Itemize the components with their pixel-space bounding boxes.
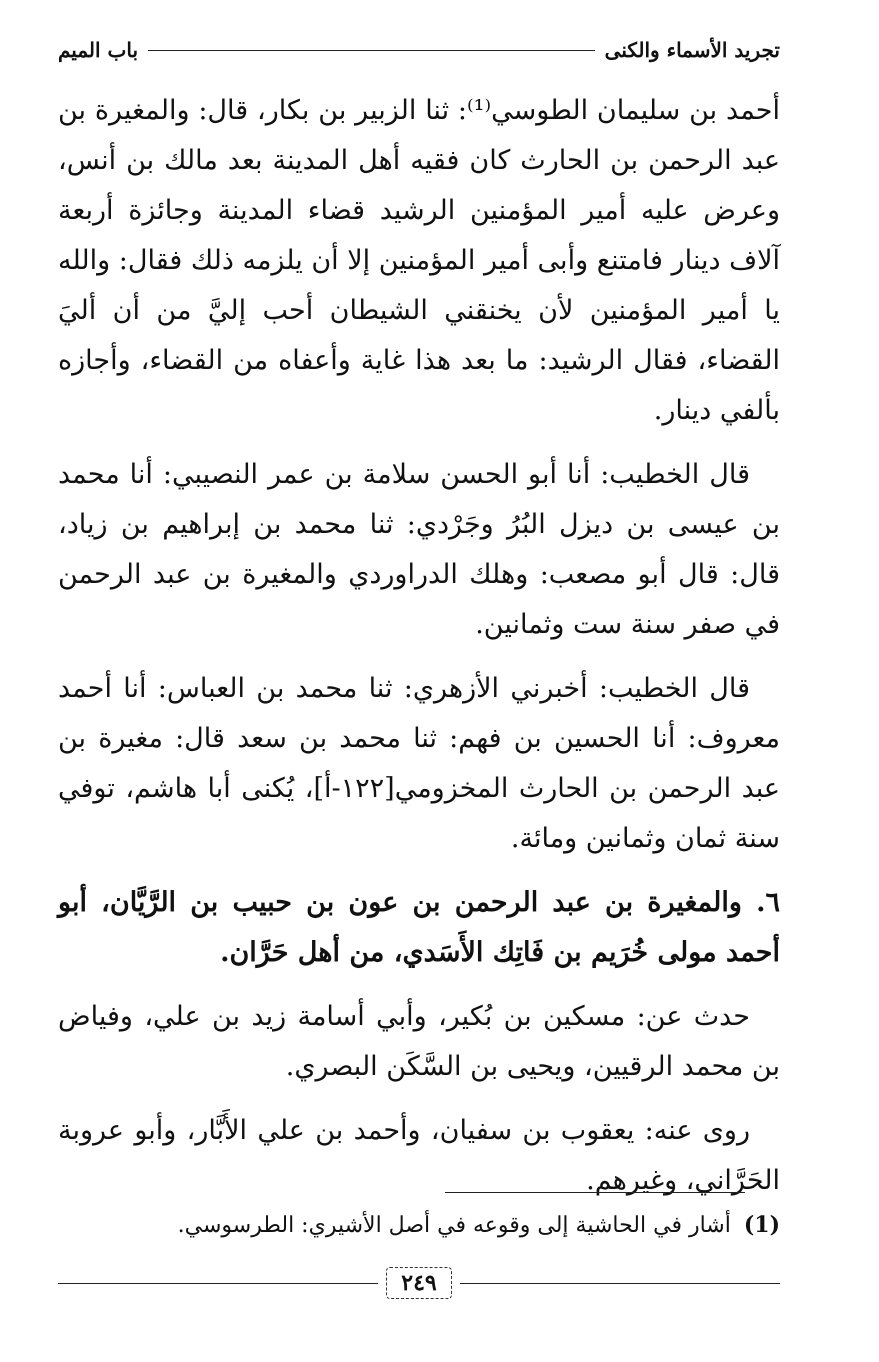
section-title: باب الميم [58, 38, 139, 62]
page-number: ٢٤٩ [386, 1267, 451, 1299]
footnote-number: (1) [743, 1212, 780, 1238]
main-text [58, 86, 780, 1220]
footer-rule-right [460, 1283, 780, 1284]
footnote-separator [445, 1192, 745, 1193]
paragraph-narrated-by: روى عنه: يعقوب بن سفيان، وأحمد بن علي الأَبَّار، وأبو عروبة الحَرَّاني، وغيرهم. [58, 1115, 780, 1196]
footnote-text: أشار في الحاشية إلى وقوعه في أصل الأشيري: الطرسوسي. [177, 1213, 731, 1238]
paragraph-narrated-from: حدث عن: مسكين بن بُكير، وأبي أسامة زيد بن علي، وفياض بن محمد الرقيين، ويحيى بن السَّكَن البصري. [58, 1001, 780, 1082]
paragraph-3: قال الخطيب: أخبرني الأزهري: ثنا محمد بن العباس: أنا أحمد معروف: أنا الحسين بن فهم: ثنا محمد بن سعد قال: مغيرة بن عبد الرحمن بن الحارث المخزومي[١٢٢-أ]، يُكنى أبا هاشم، توفي سنة ثمان وثمانين ومائة. [58, 673, 780, 854]
book-title: تجريد الأسماء والكنى [604, 38, 780, 62]
entry-heading: ٦. والمغيرة بن عبد الرحمن بن عون بن حبيب بن الرَّيَّان، أبو أحمد مولى خُرَيم بن فَاتِك الأَسَدي، من أهل حَرَّان. [58, 887, 780, 968]
page-footer [58, 1268, 780, 1298]
footer-rule-left [58, 1283, 378, 1284]
running-header [58, 30, 780, 70]
paragraph-2: قال الخطيب: أنا أبو الحسن سلامة بن عمر النصيبي: أنا محمد بن عيسى بن ديزل البُرُ وجَرْدي: ثنا محمد بن إبراهيم بن زياد، قال: قال أبو مصعب: وهلك الدراوردي والمغيرة بن عبد الرحمن في صفر سنة ست وثمانين. [58, 459, 780, 640]
header-rule [148, 50, 595, 51]
footnote [58, 1208, 780, 1243]
paragraph-1: أحمد بن سليمان الطوسي⁽¹⁾: ثنا الزبير بن بكار، قال: والمغيرة بن عبد الرحمن بن الحارث كان فقيه أهل المدينة بعد مالك بن أنس، وعرض عليه أمير المؤمنين الرشيد قضاء المدينة وجائزة أربعة آلاف دينار فامتنع وأبى أمير المؤمنين إلا أن يلزمه ذلك فقال: والله يا أمير المؤمنين لأن يخنقني الشيطان أحب إليَّ من أن أليَ القضاء، فقال الرشيد: ما بعد هذا غاية وأعفاه من القضاء، وأجازه بألفي دينار. [58, 95, 780, 426]
